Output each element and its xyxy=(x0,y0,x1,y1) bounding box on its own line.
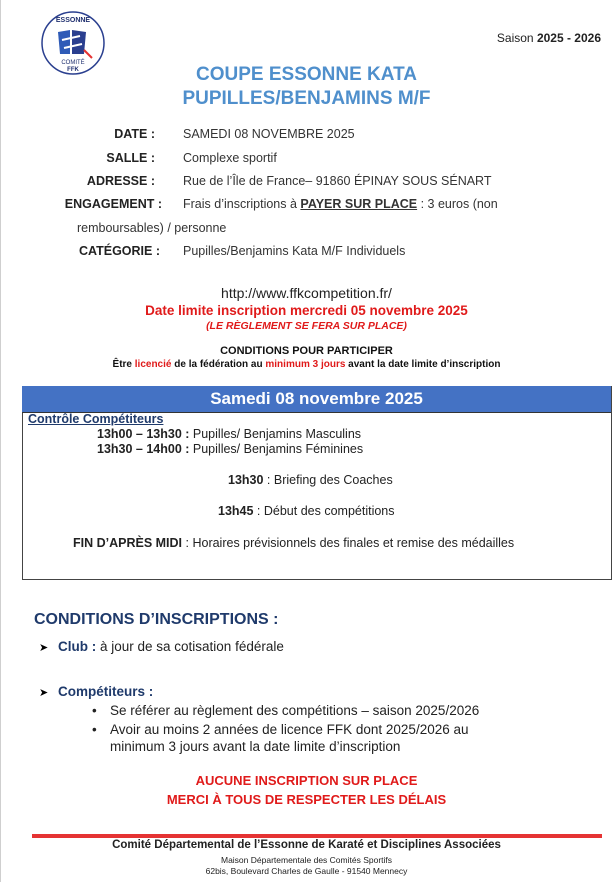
cond-mid: de la fédération au xyxy=(171,359,266,370)
schedule-row-feminines xyxy=(97,442,363,456)
row2-text: Pupilles/ Benjamins Féminines xyxy=(189,442,364,456)
cond-pre: Être xyxy=(112,359,135,370)
schedule-fin xyxy=(73,536,514,550)
logo-ffk-text: FFK xyxy=(67,67,79,73)
season-label xyxy=(497,31,601,45)
logo-top-text: ESSONNE xyxy=(55,17,91,24)
season-value: 2025 - 2026 xyxy=(536,31,601,45)
season-prefix: Saison xyxy=(496,31,534,45)
adresse-label: ADRESSE : xyxy=(86,174,155,188)
bullet-dot-2: • xyxy=(92,722,97,737)
cond-post: avant la date limite d’inscription xyxy=(345,359,501,370)
title-line-2: PUPILLES/BENJAMINS M/F xyxy=(182,88,431,109)
footer-line-3: 62bis, Boulevard Charles de Gaulle - 91540 Mennecy xyxy=(205,866,408,876)
schedule-briefing xyxy=(228,473,393,487)
schedule-debut xyxy=(218,504,395,518)
competiteurs-bullet-1: Se référer au règlement des compétitions – saison 2025/2026 xyxy=(110,703,480,718)
engagement-pre: Frais d’inscriptions à xyxy=(183,197,301,211)
cond-minimum: minimum 3 jours xyxy=(265,359,346,370)
club-text: à jour de sa cotisation fédérale xyxy=(96,639,284,654)
arrow-bullet-icon: ➤ xyxy=(39,642,49,654)
row2-time: 13h30 – 14h00 : xyxy=(97,442,190,456)
competiteurs-item xyxy=(39,684,153,699)
engagement-post: : 3 euros (non xyxy=(417,197,498,211)
title-line-1: COUPE ESSONNE KATA xyxy=(196,64,417,85)
fin-text: : Horaires prévisionnels des finales et remise des médailles xyxy=(182,536,515,550)
warning-aucune-inscription: AUCUNE INSCRIPTION SUR PLACE xyxy=(195,773,418,788)
club-item xyxy=(39,639,284,654)
categorie-value: Pupilles/Benjamins Kata M/F Individuels xyxy=(183,244,406,258)
logo-bottom-text: COMITÉ xyxy=(61,60,85,66)
cond-licencie: licencié xyxy=(134,359,172,370)
controle-competiteurs-label: Contrôle Compétiteurs xyxy=(28,412,164,426)
payment-note: (LE RÈGLEMENT SE FERA SUR PLACE) xyxy=(206,320,407,332)
warning-respecter-delais: MERCI À TOUS DE RESPECTER LES DÉLAIS xyxy=(166,792,447,807)
engagement-label: ENGAGEMENT : xyxy=(64,197,162,211)
footer-divider xyxy=(32,834,602,838)
conditions-participer-title: CONDITIONS POUR PARTICIPER xyxy=(220,345,393,357)
engagement-value xyxy=(183,197,498,211)
date-label: DATE : xyxy=(114,127,155,141)
payer-sur-place: PAYER SUR PLACE xyxy=(300,197,418,211)
competiteurs-label: Compétiteurs : xyxy=(57,684,154,699)
categorie-label: CATÉGORIE : xyxy=(78,244,160,258)
briefing-text: : Briefing des Coaches xyxy=(263,473,393,487)
bullet-dot-1: • xyxy=(92,703,97,718)
debut-text: : Début des compétitions xyxy=(253,504,395,518)
salle-label: SALLE : xyxy=(106,151,155,165)
conditions-inscriptions-title: CONDITIONS D’INSCRIPTIONS : xyxy=(34,611,279,628)
ffk-competition-url[interactable]: http://www.ffkcompetition.fr/ xyxy=(221,285,392,301)
briefing-time: 13h30 xyxy=(228,473,264,487)
date-value: SAMEDI 08 NOVEMBRE 2025 xyxy=(183,127,355,141)
footer-org: Comité Départemental de l’Essonne de Karaté et Disciplines Associées xyxy=(112,839,501,851)
club-label: Club : xyxy=(57,639,97,654)
debut-time: 13h45 xyxy=(218,504,254,518)
arrow-bullet-icon: ➤ xyxy=(39,687,49,699)
adresse-value: Rue de l’Île de France– 91860 ÉPINAY SOUS SÉNART xyxy=(183,174,492,188)
conditions-participer-text xyxy=(0,359,613,370)
salle-value: Complexe sportif xyxy=(183,151,277,165)
footer-line-2: Maison Départementale des Comités Sportifs xyxy=(220,855,393,865)
fin-label: FIN D’APRÈS MIDI xyxy=(73,536,183,550)
row1-text: Pupilles/ Benjamins Masculins xyxy=(189,427,362,441)
row1-time: 13h00 – 13h30 : xyxy=(97,427,190,441)
schedule-header: Samedi 08 novembre 2025 xyxy=(22,386,611,413)
engagement-line-2: remboursables) / personne xyxy=(77,221,227,235)
schedule-row-masculins xyxy=(97,427,361,441)
competiteurs-bullet-2-line2: minimum 3 jours avant la date limite d’inscription xyxy=(110,739,401,754)
competiteurs-bullet-2-line1: Avoir au moins 2 années de licence FFK dont 2025/2026 au xyxy=(110,722,469,737)
deadline-text: Date limite inscription mercredi 05 novembre 2025 xyxy=(145,303,468,318)
